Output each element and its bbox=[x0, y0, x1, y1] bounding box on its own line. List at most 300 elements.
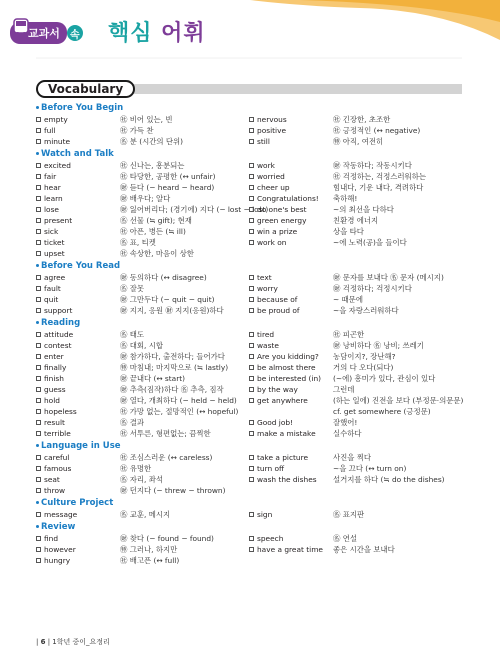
vocab-meaning: ㊓ 신나는, 흥분되는 bbox=[120, 161, 185, 170]
vocab-row bbox=[36, 362, 462, 373]
vocab-term-text: finally bbox=[44, 363, 67, 372]
vocab-term bbox=[249, 272, 333, 283]
vocab-entry bbox=[249, 305, 462, 316]
vocab-row bbox=[36, 182, 462, 193]
vocab-term bbox=[249, 406, 333, 417]
checkbox-icon bbox=[36, 409, 41, 414]
checkbox-icon bbox=[36, 387, 41, 392]
checkbox-icon bbox=[249, 420, 254, 425]
vocab-entry bbox=[249, 248, 462, 259]
vocab-entry bbox=[36, 114, 249, 125]
vocab-meaning: 힘내다, 기운 내다, 격려하다 bbox=[333, 183, 424, 192]
vocab-row bbox=[36, 452, 462, 463]
vocab-entry bbox=[36, 485, 249, 496]
vocab-term bbox=[36, 533, 120, 544]
vocab-entry bbox=[36, 555, 249, 566]
vocab-row bbox=[36, 160, 462, 171]
vocab-entry bbox=[36, 226, 249, 237]
checkbox-icon bbox=[249, 354, 254, 359]
vocabulary-content bbox=[36, 101, 462, 566]
vocab-entry bbox=[249, 193, 462, 204]
vocab-term bbox=[249, 136, 333, 147]
vocab-meaning: ㊖ 잃어버리다; (경기에) 지다 (− lost − lost) bbox=[120, 205, 269, 214]
vocab-meaning: ㊓ 속상한, 마음이 상한 bbox=[120, 249, 194, 258]
vocab-row bbox=[36, 226, 462, 237]
vocab-term-text: text bbox=[257, 273, 272, 282]
vocab-term bbox=[36, 463, 120, 474]
vocab-row bbox=[36, 373, 462, 384]
section-title-text: Review bbox=[41, 522, 76, 532]
checkbox-icon bbox=[249, 547, 254, 552]
vocab-entry bbox=[249, 544, 462, 555]
vocab-meaning: ㊔ 자리, 좌석 bbox=[120, 475, 163, 484]
section-title bbox=[36, 317, 462, 329]
vocab-entry bbox=[36, 193, 249, 204]
brand-logo bbox=[10, 22, 85, 44]
checkbox-icon bbox=[249, 512, 254, 517]
vocab-entry bbox=[36, 160, 249, 171]
vocab-meaning: 사진을 찍다 bbox=[333, 453, 372, 462]
vocab-term bbox=[36, 509, 120, 520]
vocab-meaning: 농담이지?, 장난해? bbox=[333, 352, 396, 361]
vocab-term bbox=[249, 351, 333, 362]
vocab-meaning bbox=[333, 248, 462, 259]
vocab-meaning: ㊓ 피곤한 bbox=[333, 330, 365, 339]
section-title bbox=[36, 102, 462, 114]
vocab-entry bbox=[249, 136, 462, 147]
vocab-meaning: ㊓ 조심스러운 (↔ careless) bbox=[120, 453, 213, 462]
vocab-term-text: do one's best bbox=[257, 205, 307, 214]
vocab-term-text: fair bbox=[44, 172, 57, 181]
vocab-entry bbox=[36, 125, 249, 136]
section-title bbox=[36, 148, 462, 160]
vocab-row bbox=[36, 384, 462, 395]
page-title-part1: 핵심 bbox=[108, 21, 162, 46]
section-title-text: Watch and Talk bbox=[41, 149, 114, 159]
vocab-term bbox=[249, 463, 333, 474]
vocab-meaning: ㊖ 추측(짐작)하다 ㊔ 추측, 짐작 bbox=[120, 385, 224, 394]
page-footer bbox=[36, 637, 110, 647]
checkbox-icon bbox=[36, 218, 41, 223]
checkbox-icon bbox=[36, 229, 41, 234]
vocab-entry bbox=[36, 136, 249, 147]
vocab-entry bbox=[249, 509, 462, 520]
vocab-entry bbox=[249, 125, 462, 136]
vocab-term bbox=[249, 193, 333, 204]
vocab-term bbox=[249, 555, 333, 566]
checkbox-icon bbox=[36, 547, 41, 552]
vocab-term bbox=[249, 305, 333, 316]
vocab-meaning: ㊓ 가망 없는, 절망적인 (↔ hopeful) bbox=[120, 407, 239, 416]
vocab-meaning: ㊔ 선물 (≒ gift); 현재 bbox=[120, 216, 192, 225]
vocab-term bbox=[36, 373, 120, 384]
vocab-term-text: nervous bbox=[257, 115, 287, 124]
vocab-term bbox=[36, 160, 120, 171]
vocab-entry bbox=[249, 272, 462, 283]
vocab-term bbox=[36, 182, 120, 193]
vocab-meaning: ㊖ 참가하다, 출전하다; 들어가다 bbox=[120, 352, 225, 361]
vocab-row bbox=[36, 114, 462, 125]
vocab-meaning: ㊓ 타당한, 공평한 (↔ unfair) bbox=[120, 172, 216, 181]
vocab-entry bbox=[36, 474, 249, 485]
vocab-meaning: ㊓ 서투른, 형편없는; 끔찍한 bbox=[120, 429, 211, 438]
vocab-term-text: be proud of bbox=[257, 306, 300, 315]
vocab-meaning: ㊖ 걱정하다; 걱정시키다 bbox=[333, 284, 412, 293]
checkbox-icon bbox=[249, 466, 254, 471]
vocab-meaning: ㊖ 작동하다; 작동시키다 bbox=[333, 161, 412, 170]
checkbox-icon bbox=[36, 174, 41, 179]
vocab-meaning: ㊓ 걱정하는, 걱정스러워하는 bbox=[333, 172, 426, 181]
vocab-entry bbox=[249, 226, 462, 237]
vocab-term bbox=[36, 555, 120, 566]
vocab-entry bbox=[36, 509, 249, 520]
page-title-part2: 어휘 bbox=[161, 21, 206, 46]
vocab-term bbox=[36, 329, 120, 340]
vocab-term-text: by the way bbox=[257, 385, 298, 394]
vocab-term bbox=[36, 136, 120, 147]
checkbox-icon bbox=[36, 308, 41, 313]
section-title-text: Before You Begin bbox=[41, 103, 124, 113]
vocab-term bbox=[249, 373, 333, 384]
vocab-entry bbox=[249, 463, 462, 474]
vocab-entry bbox=[36, 340, 249, 351]
vocab-entry bbox=[249, 114, 462, 125]
vocab-term bbox=[36, 351, 120, 362]
vocab-term bbox=[36, 272, 120, 283]
section-title bbox=[36, 521, 462, 533]
vocab-term-text: throw bbox=[44, 486, 66, 495]
vocab-term bbox=[36, 384, 120, 395]
vocab-term bbox=[249, 182, 333, 193]
vocab-meaning: 친환경 에너지 bbox=[333, 216, 379, 225]
bullet-icon bbox=[36, 525, 39, 528]
vocab-term bbox=[249, 171, 333, 182]
checkbox-icon bbox=[36, 365, 41, 370]
vocab-term bbox=[36, 544, 120, 555]
vocab-entry bbox=[249, 384, 462, 395]
vocab-term bbox=[249, 417, 333, 428]
page-title bbox=[108, 16, 206, 47]
vocab-meaning: ㊔ 결과 bbox=[120, 418, 145, 427]
header-band bbox=[0, 0, 500, 62]
vocab-meaning: cf. get somewhere (긍정문) bbox=[333, 407, 431, 416]
vocab-term-text: quit bbox=[44, 295, 59, 304]
checkbox-icon bbox=[36, 398, 41, 403]
vocab-term-text: finish bbox=[44, 374, 64, 383]
vocab-meaning: 거의 다 오다(되다) bbox=[333, 363, 394, 372]
vocab-term bbox=[36, 406, 120, 417]
checkbox-icon bbox=[36, 240, 41, 245]
vocab-term bbox=[249, 509, 333, 520]
vocab-term-text: minute bbox=[44, 137, 71, 146]
vocab-meaning: ㊔ 연설 bbox=[333, 534, 358, 543]
vocab-term bbox=[249, 544, 333, 555]
vocab-meaning: ㊖ 듣다 (− heard − heard) bbox=[120, 183, 215, 192]
checkbox-icon bbox=[36, 558, 41, 563]
vocab-row bbox=[36, 125, 462, 136]
bus-icon bbox=[12, 16, 30, 38]
checkbox-icon bbox=[249, 387, 254, 392]
vocab-entry bbox=[249, 555, 462, 566]
vocab-meaning: ㊔ 잘못 bbox=[120, 284, 145, 293]
checkbox-icon bbox=[36, 275, 41, 280]
checkbox-icon bbox=[36, 332, 41, 337]
vocab-term-text: Congratulations! bbox=[257, 194, 319, 203]
checkbox-icon bbox=[36, 128, 41, 133]
vocab-row bbox=[36, 485, 462, 496]
vocab-term bbox=[249, 160, 333, 171]
vocab-term-text: be almost there bbox=[257, 363, 316, 372]
vocab-row bbox=[36, 136, 462, 147]
vocab-term-text: sick bbox=[44, 227, 59, 236]
vocab-row bbox=[36, 428, 462, 439]
vocab-term bbox=[36, 283, 120, 294]
brand-badge: 속 bbox=[65, 23, 85, 43]
vocab-term bbox=[36, 452, 120, 463]
section-title-text: Reading bbox=[41, 318, 81, 328]
vocab-entry bbox=[249, 160, 462, 171]
vocab-term bbox=[36, 340, 120, 351]
vocab-term-text: speech bbox=[257, 534, 284, 543]
vocab-meaning: (~에) 흥미가 있다, 관심이 있다 bbox=[333, 374, 436, 383]
checkbox-icon bbox=[36, 286, 41, 291]
checkbox-icon bbox=[36, 354, 41, 359]
vocab-term bbox=[249, 248, 333, 259]
vocab-term-text: waste bbox=[257, 341, 279, 350]
vocab-term bbox=[36, 215, 120, 226]
vocab-meaning: ㊕ 그러나, 하지만 bbox=[120, 545, 178, 554]
vocab-row bbox=[36, 272, 462, 283]
checkbox-icon bbox=[36, 512, 41, 517]
vocab-term-text: ticket bbox=[44, 238, 65, 247]
vocab-term-text: worry bbox=[257, 284, 278, 293]
checkbox-icon bbox=[249, 376, 254, 381]
checkbox-icon bbox=[249, 455, 254, 460]
vocab-entry bbox=[36, 533, 249, 544]
section-title-text: Language in Use bbox=[41, 441, 121, 451]
vocab-meaning: ㊔ 교훈, 메시지 bbox=[120, 510, 171, 519]
vocab-entry bbox=[36, 294, 249, 305]
vocab-meaning: ㊔ 표지판 bbox=[333, 510, 365, 519]
checkbox-icon bbox=[249, 185, 254, 190]
vocab-entry bbox=[36, 248, 249, 259]
vocab-row bbox=[36, 544, 462, 555]
vocab-meaning: 축하해! bbox=[333, 194, 358, 203]
vocab-meaning: ㊖ 던지다 (− threw − thrown) bbox=[120, 486, 226, 495]
vocab-term-text: support bbox=[44, 306, 73, 315]
vocab-term bbox=[249, 340, 333, 351]
vocab-term-text: famous bbox=[44, 464, 72, 473]
vocab-meaning: ~을 끄다 (↔ turn on) bbox=[333, 464, 407, 473]
vocab-entry bbox=[249, 452, 462, 463]
vocab-term bbox=[249, 125, 333, 136]
vocabulary-tag: Vocabulary bbox=[36, 80, 135, 98]
vocab-term bbox=[249, 395, 333, 406]
vocab-term-text: upset bbox=[44, 249, 65, 258]
vocab-entry bbox=[249, 237, 462, 248]
vocab-meaning: ㊖ 동의하다 (↔ disagree) bbox=[120, 273, 207, 282]
vocab-term-text: empty bbox=[44, 115, 68, 124]
vocab-entry bbox=[36, 395, 249, 406]
vocab-entry bbox=[249, 406, 462, 417]
checkbox-icon bbox=[36, 420, 41, 425]
vocab-meaning bbox=[333, 485, 462, 496]
checkbox-icon bbox=[36, 185, 41, 190]
checkbox-icon bbox=[249, 275, 254, 280]
vocab-row bbox=[36, 463, 462, 474]
vocab-row bbox=[36, 305, 462, 316]
vocab-term-text: message bbox=[44, 510, 78, 519]
vocab-meaning: ㊖ 열다, 개최하다 (− held − held) bbox=[120, 396, 237, 405]
checkbox-icon bbox=[249, 139, 254, 144]
vocab-term bbox=[36, 485, 120, 496]
vocab-term-text: wash the dishes bbox=[257, 475, 317, 484]
vocab-term-text: take a picture bbox=[257, 453, 309, 462]
vocab-term bbox=[36, 417, 120, 428]
section-title bbox=[36, 440, 462, 452]
vocab-term-text: work bbox=[257, 161, 275, 170]
vocab-term bbox=[249, 294, 333, 305]
vocab-meaning: ㊖ 낭비하다 ㊔ 낭비; 쓰레기 bbox=[333, 341, 424, 350]
vocab-meaning bbox=[333, 555, 462, 566]
vocab-term-text: lose bbox=[44, 205, 59, 214]
vocab-entry bbox=[36, 428, 249, 439]
vocab-entry bbox=[249, 474, 462, 485]
vocab-entry bbox=[249, 485, 462, 496]
vocab-entry bbox=[36, 182, 249, 193]
vocab-entry bbox=[36, 463, 249, 474]
vocab-entry bbox=[249, 362, 462, 373]
vocab-meaning: 설거지를 하다 (≒ do the dishes) bbox=[333, 475, 445, 484]
vocab-term bbox=[249, 329, 333, 340]
vocab-term bbox=[249, 204, 333, 215]
vocab-meaning: ㊖ 그만두다 (− quit − quit) bbox=[120, 295, 215, 304]
checkbox-icon bbox=[249, 297, 254, 302]
vocab-entry bbox=[36, 544, 249, 555]
vocab-term bbox=[36, 474, 120, 485]
vocab-term-text: contest bbox=[44, 341, 72, 350]
book-title: 1학년 중이_요정리 bbox=[52, 638, 110, 646]
vocab-entry bbox=[249, 215, 462, 226]
vocab-meaning: 좋은 시간을 보내다 bbox=[333, 545, 395, 554]
checkbox-icon bbox=[249, 286, 254, 291]
checkbox-icon bbox=[36, 343, 41, 348]
bullet-icon bbox=[36, 152, 39, 155]
checkbox-icon bbox=[249, 163, 254, 168]
vocab-row bbox=[36, 294, 462, 305]
vocab-term bbox=[36, 237, 120, 248]
vocab-term-text: green energy bbox=[257, 216, 307, 225]
vocab-meaning: ~ 때문에 bbox=[333, 295, 363, 304]
vocab-term-text: tired bbox=[257, 330, 275, 339]
vocab-term-text: turn off bbox=[257, 464, 285, 473]
vocab-term-text: full bbox=[44, 126, 56, 135]
vocab-term-text: seat bbox=[44, 475, 60, 484]
checkbox-icon bbox=[36, 297, 41, 302]
vocab-meaning: ㊔ 분 (시간의 단위) bbox=[120, 137, 184, 146]
checkbox-icon bbox=[36, 455, 41, 460]
vocab-row bbox=[36, 340, 462, 351]
vocab-term-text: agree bbox=[44, 273, 66, 282]
vocab-term-text: learn bbox=[44, 194, 63, 203]
checkbox-icon bbox=[36, 251, 41, 256]
bullet-icon bbox=[36, 444, 39, 447]
vocab-term bbox=[249, 485, 333, 496]
vocab-entry bbox=[249, 533, 462, 544]
vocab-meaning: ㊖ 지지, 응원 ㊖ 지지(응원)하다 bbox=[120, 306, 224, 315]
vocab-row bbox=[36, 533, 462, 544]
vocab-term-text: find bbox=[44, 534, 59, 543]
checkbox-icon bbox=[36, 163, 41, 168]
checkbox-icon bbox=[249, 477, 254, 482]
vocab-entry bbox=[249, 204, 462, 215]
vocab-row bbox=[36, 215, 462, 226]
vocab-term-text: make a mistake bbox=[257, 429, 316, 438]
vocab-meaning: ~을 자랑스러워하다 bbox=[333, 306, 399, 315]
vocab-row bbox=[36, 248, 462, 259]
vocab-entry bbox=[36, 373, 249, 384]
vocab-row bbox=[36, 406, 462, 417]
checkbox-icon bbox=[249, 207, 254, 212]
vocab-meaning: ㊓ 가득 찬 bbox=[120, 126, 154, 135]
checkbox-icon bbox=[249, 240, 254, 245]
vocab-row bbox=[36, 171, 462, 182]
checkbox-icon bbox=[249, 332, 254, 337]
vocab-meaning: ㊖ 찾다 (− found − found) bbox=[120, 534, 214, 543]
vocab-term-text: hold bbox=[44, 396, 60, 405]
vocab-entry bbox=[36, 204, 269, 215]
checkbox-icon bbox=[36, 536, 41, 541]
vocab-entry bbox=[249, 283, 462, 294]
checkbox-icon bbox=[36, 431, 41, 436]
vocab-meaning: ㊓ 유명한 bbox=[120, 464, 152, 473]
vocab-term-text: fault bbox=[44, 284, 61, 293]
vocab-entry bbox=[249, 373, 462, 384]
vocab-row bbox=[36, 474, 462, 485]
checkbox-icon bbox=[249, 128, 254, 133]
vocab-term bbox=[249, 237, 333, 248]
vocab-row bbox=[36, 204, 462, 215]
vocab-row bbox=[36, 283, 462, 294]
vocab-term-text: attitude bbox=[44, 330, 74, 339]
vocab-entry bbox=[36, 406, 249, 417]
vocab-term bbox=[249, 226, 333, 237]
vocabulary-rule bbox=[80, 84, 462, 94]
vocab-term-text: hopeless bbox=[44, 407, 77, 416]
checkbox-icon bbox=[36, 466, 41, 471]
vocab-row bbox=[36, 555, 462, 566]
vocab-term bbox=[249, 428, 333, 439]
vocab-meaning: (하는 일에) 진전을 보다 (부정문·의문문) bbox=[333, 396, 464, 405]
vocab-meaning: ㊔ 표, 티켓 bbox=[120, 238, 156, 247]
bullet-icon bbox=[36, 321, 39, 324]
checkbox-icon bbox=[249, 229, 254, 234]
vocab-term bbox=[249, 114, 333, 125]
vocab-row bbox=[36, 351, 462, 362]
vocab-entry bbox=[249, 340, 462, 351]
vocab-term-text: work on bbox=[257, 238, 287, 247]
vocab-row bbox=[36, 237, 462, 248]
vocab-meaning: ~에 노력(공)을 들이다 bbox=[333, 238, 407, 247]
vocab-term bbox=[36, 193, 120, 204]
vocab-term-text: because of bbox=[257, 295, 298, 304]
checkbox-icon bbox=[249, 343, 254, 348]
vocab-term-text: hear bbox=[44, 183, 61, 192]
vocab-meaning: ㊔ 대회, 시합 bbox=[120, 341, 163, 350]
checkbox-icon bbox=[36, 207, 41, 212]
vocab-term bbox=[249, 215, 333, 226]
vocab-term bbox=[249, 283, 333, 294]
